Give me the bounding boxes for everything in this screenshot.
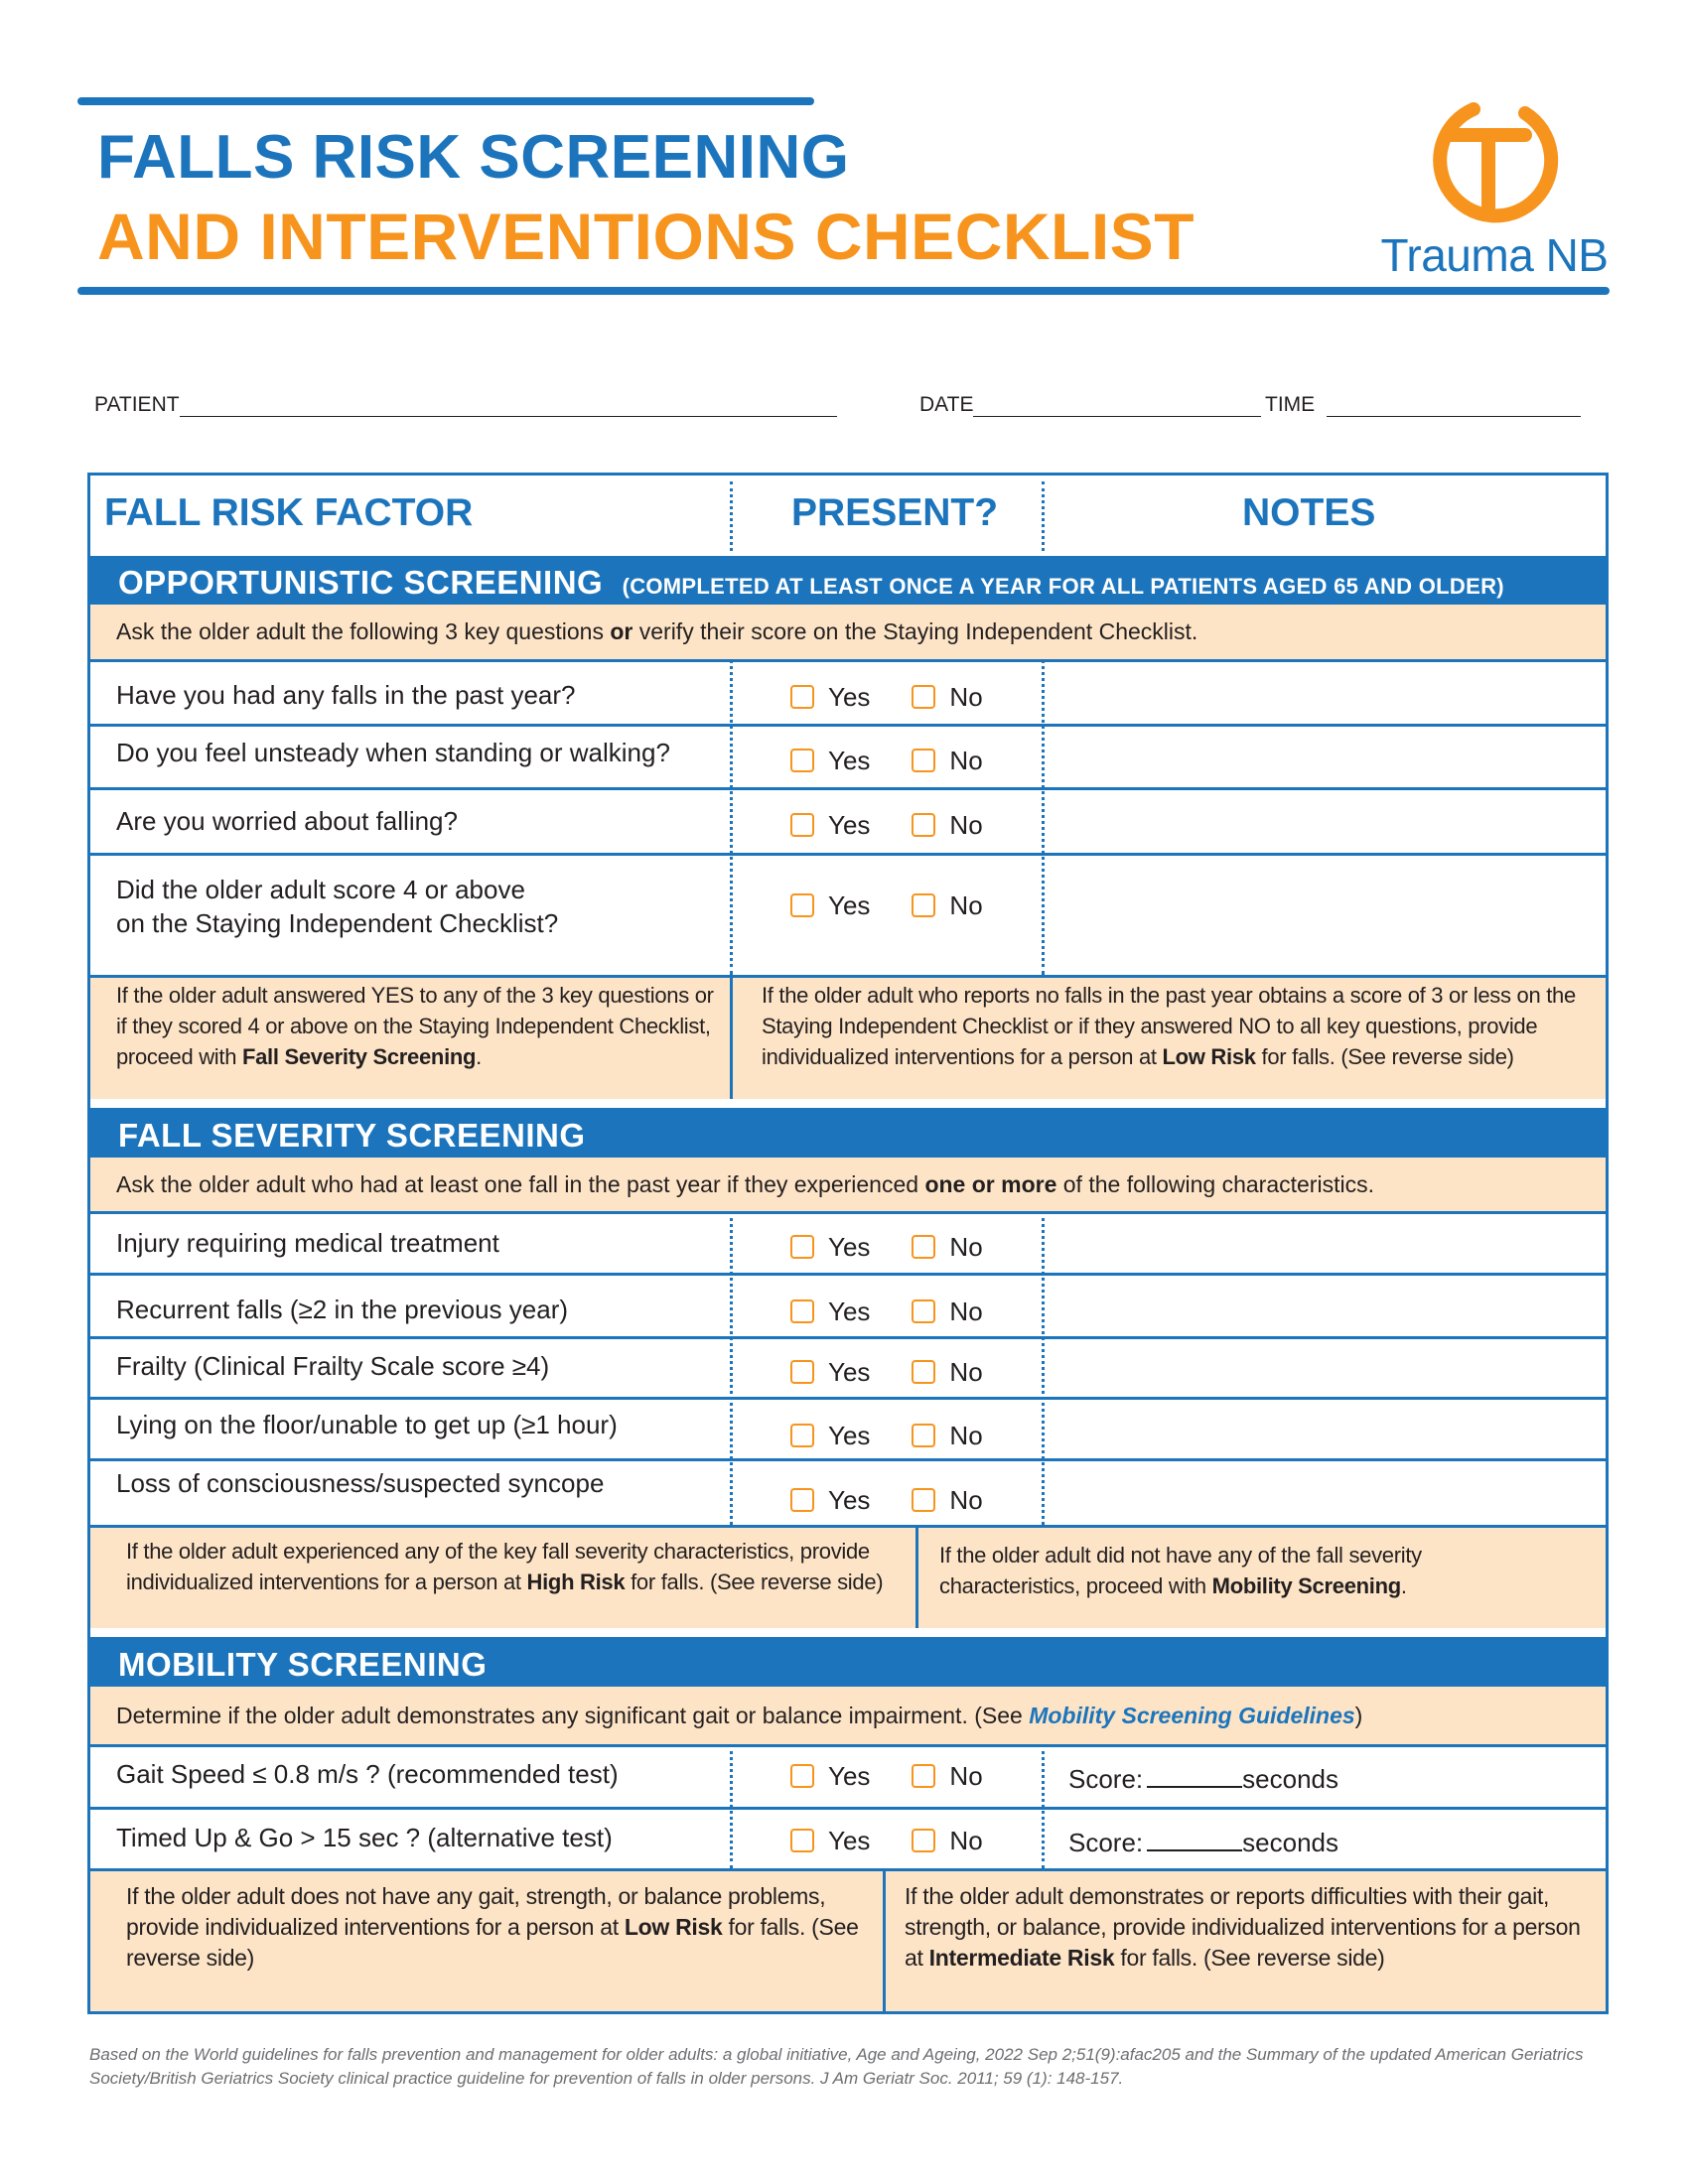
severity-title: FALL SEVERITY SCREENING bbox=[118, 1117, 586, 1154]
question-staying-independent: Did the older adult score 4 or above on the Staying Independent Checklist? bbox=[116, 875, 559, 938]
top-rule bbox=[77, 97, 814, 105]
yes-no-options[interactable]: Yes No bbox=[790, 1421, 983, 1451]
note-low-risk: If the older adult who reports no falls in the past year obtains a score of 3 or less on the Staying Independent Checklist or if they answered NO to all key questions, provide individualized interventions for a person at Low Risk for falls. (See reverse side) bbox=[762, 983, 1576, 1069]
yes-checkbox[interactable] bbox=[790, 1360, 814, 1384]
yes-no-options[interactable]: Yes No bbox=[790, 1761, 983, 1792]
date-line[interactable] bbox=[973, 397, 1261, 417]
opportunistic-instruction: Ask the older adult the following 3 key questions or verify their score on the Staying Independent Checklist. bbox=[90, 605, 1606, 659]
date-label: DATE bbox=[919, 393, 974, 416]
no-checkbox[interactable] bbox=[912, 1360, 935, 1384]
col-header-present: PRESENT? bbox=[791, 491, 999, 534]
timed-up-go-score[interactable]: Score: seconds bbox=[1068, 1828, 1338, 1857]
question-frailty: Frailty (Clinical Frailty Scale score ≥4) bbox=[116, 1351, 550, 1381]
score-blank[interactable] bbox=[1147, 1834, 1242, 1851]
severity-instruction: Ask the older adult who had at least one fall in the past year if they experienced one or more of the following characteristics. bbox=[90, 1158, 1606, 1211]
question-gait-speed: Gait Speed ≤ 0.8 m/s ? (recommended test) bbox=[116, 1759, 619, 1789]
yes-no-options[interactable]: Yes No bbox=[790, 1826, 983, 1856]
yes-no-options[interactable]: Yes No bbox=[790, 1297, 983, 1327]
question-falls-past-year: Have you had any falls in the past year? bbox=[116, 680, 576, 710]
yes-no-options[interactable]: Yes No bbox=[790, 810, 983, 841]
opportunistic-subtitle: (COMPLETED AT LEAST ONCE A YEAR FOR ALL PATIENTS AGED 65 AND OLDER) bbox=[622, 574, 1504, 599]
no-checkbox[interactable] bbox=[912, 749, 935, 772]
no-checkbox[interactable] bbox=[912, 813, 935, 837]
yes-checkbox[interactable] bbox=[790, 893, 814, 917]
yes-no-options[interactable]: Yes No bbox=[790, 890, 983, 921]
opportunistic-band bbox=[90, 556, 1606, 605]
logo-text: Trauma NB bbox=[1380, 229, 1609, 281]
yes-no-options[interactable]: Yes No bbox=[790, 1357, 983, 1388]
checklist-table bbox=[87, 473, 1609, 2014]
yes-checkbox[interactable] bbox=[790, 749, 814, 772]
no-checkbox[interactable] bbox=[912, 1424, 935, 1447]
opportunistic-title: OPPORTUNISTIC SCREENING (COMPLETED AT LEAST ONCE A YEAR FOR ALL PATIENTS AGED 65 AND OLDER) bbox=[118, 564, 1504, 601]
yes-no-options[interactable]: Yes No bbox=[790, 746, 983, 776]
no-checkbox[interactable] bbox=[912, 1829, 935, 1852]
question-unsteady: Do you feel unsteady when standing or walking? bbox=[116, 738, 670, 767]
note-mobility-low-risk: If the older adult does not have any gait, strength, or balance problems, provide individualized interventions for a person at Low Risk for falls. (See reverse side) bbox=[126, 1883, 859, 1971]
note-high-risk: If the older adult experienced any of the key fall severity characteristics, provide individualized interventions for a person at High Risk for falls. (See reverse side) bbox=[126, 1539, 884, 1594]
yes-checkbox[interactable] bbox=[790, 1235, 814, 1259]
yes-checkbox[interactable] bbox=[790, 1829, 814, 1852]
gait-speed-score[interactable]: Score: seconds bbox=[1068, 1764, 1338, 1794]
question-worried: Are you worried about falling? bbox=[116, 806, 458, 836]
trauma-nb-logo-icon bbox=[1422, 91, 1561, 226]
no-checkbox[interactable] bbox=[912, 685, 935, 709]
no-checkbox[interactable] bbox=[912, 1299, 935, 1323]
no-checkbox[interactable] bbox=[912, 1488, 935, 1512]
title-line-2: AND INTERVENTIONS CHECKLIST bbox=[97, 200, 1196, 273]
time-line[interactable] bbox=[1327, 397, 1581, 417]
divider bbox=[730, 481, 733, 551]
patient-label: PATIENT bbox=[94, 393, 180, 416]
patient-field[interactable] bbox=[94, 393, 837, 417]
note-intermediate-risk: If the older adult demonstrates or reports difficulties with their gait, strength, or balance, provide individualized interventions for a person at Intermediate Risk for falls. (See reverse side) bbox=[905, 1883, 1581, 1971]
no-checkbox[interactable] bbox=[912, 893, 935, 917]
score-blank[interactable] bbox=[1147, 1770, 1242, 1788]
yes-checkbox[interactable] bbox=[790, 1488, 814, 1512]
question-recurrent-falls: Recurrent falls (≥2 in the previous year) bbox=[116, 1295, 569, 1324]
mobility-band bbox=[90, 1637, 1606, 1687]
severity-band bbox=[90, 1108, 1606, 1158]
question-timed-up-go: Timed Up & Go > 15 sec ? (alternative test) bbox=[116, 1823, 613, 1852]
patient-line[interactable] bbox=[180, 397, 837, 417]
yes-no-options[interactable]: Yes No bbox=[790, 1485, 983, 1516]
time-field[interactable] bbox=[1265, 393, 1581, 417]
yes-no-options[interactable]: Yes No bbox=[790, 1232, 983, 1263]
no-checkbox[interactable] bbox=[912, 1764, 935, 1788]
title-line-1: FALLS RISK SCREENING bbox=[97, 123, 850, 192]
yes-checkbox[interactable] bbox=[790, 1764, 814, 1788]
yes-checkbox[interactable] bbox=[790, 1299, 814, 1323]
time-label: TIME bbox=[1265, 393, 1316, 416]
question-lying-floor: Lying on the floor/unable to get up (≥1 hour) bbox=[116, 1410, 618, 1439]
col-header-notes: NOTES bbox=[1242, 491, 1376, 534]
mobility-guidelines-link[interactable]: Mobility Screening Guidelines bbox=[1029, 1703, 1355, 1728]
col-header-risk-factor: FALL RISK FACTOR bbox=[104, 491, 474, 534]
question-syncope: Loss of consciousness/suspected syncope bbox=[116, 1468, 605, 1498]
note-proceed-fall-severity: If the older adult answered YES to any of the 3 key questions or if they scored 4 or above on the Staying Independent Checklist, proceed with Fall Severity Screening. bbox=[116, 983, 714, 1069]
trauma-nb-logo bbox=[1370, 91, 1618, 280]
mobility-instruction: Determine if the older adult demonstrates any significant gait or balance impairment. (See Mobility Screening Guidelines) bbox=[90, 1687, 1606, 1744]
yes-checkbox[interactable] bbox=[790, 685, 814, 709]
yes-no-options[interactable]: Yes No bbox=[790, 682, 983, 713]
header-rule bbox=[77, 287, 1610, 295]
yes-checkbox[interactable] bbox=[790, 1424, 814, 1447]
question-injury: Injury requiring medical treatment bbox=[116, 1228, 499, 1258]
yes-checkbox[interactable] bbox=[790, 813, 814, 837]
citation-footer: Based on the World guidelines for falls prevention and management for older adults: a global initiative, Age and Ageing, 2022 Sep 2;51(9):afac205 and the Summary of the updated American Geriatrics Society/British Geriatrics Society clinical practice guideline for prevention of falls in older persons. J Am Geriatr Soc. 2011; 59 (1): 148-157. bbox=[89, 2045, 1584, 2088]
date-field[interactable] bbox=[919, 393, 1261, 417]
note-proceed-mobility: If the older adult did not have any of the fall severity characteristics, proceed with Mobility Screening. bbox=[939, 1543, 1422, 1598]
divider bbox=[1042, 481, 1045, 551]
no-checkbox[interactable] bbox=[912, 1235, 935, 1259]
mobility-title: MOBILITY SCREENING bbox=[118, 1646, 488, 1683]
